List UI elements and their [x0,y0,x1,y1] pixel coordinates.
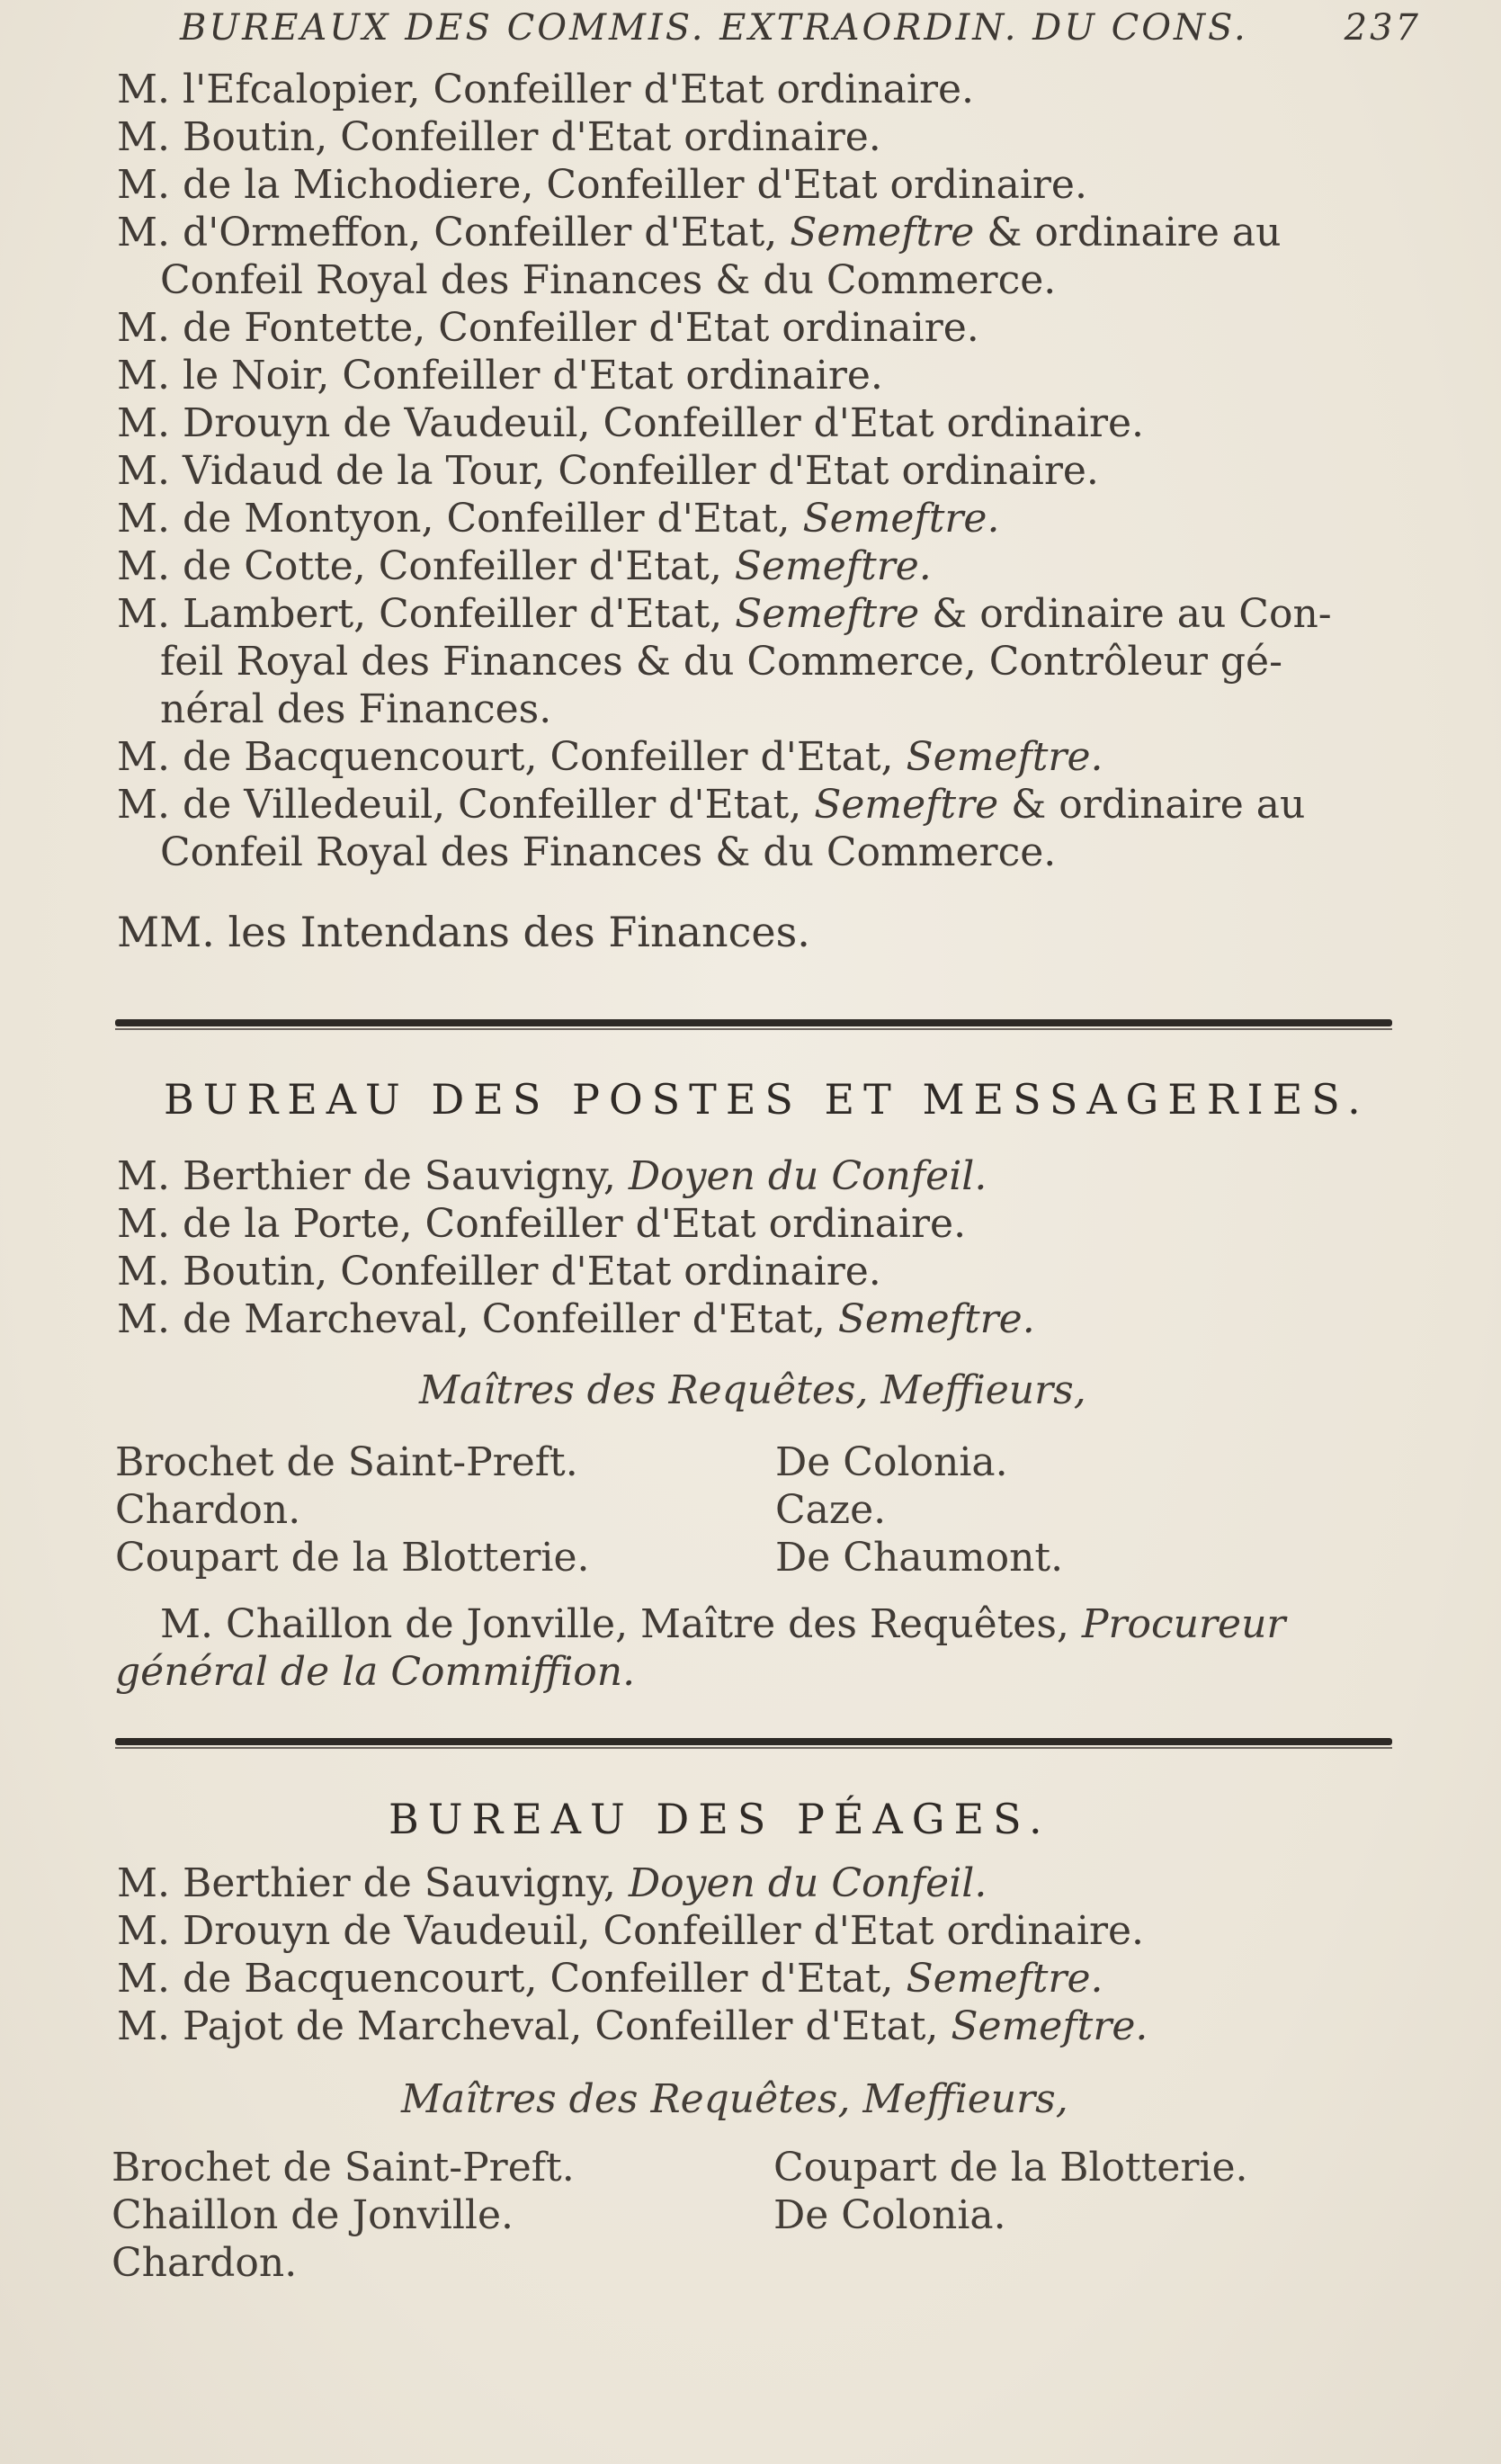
list-item: M. de la Michodiere, Confeiller d'Etat ordinaire. [117,162,1087,208]
list-item: M. Berthier de Sauvigny, Doyen du Confeil. [117,1860,987,1906]
maitres-heading: Maîtres des Requêtes, Meffieurs, [419,1367,1086,1413]
list-item: M. Berthier de Sauvigny, Doyen du Confeil. [117,1153,987,1199]
list-item-continuation: néral des Finances. [160,686,552,732]
list-item: M. Vidaud de la Tour, Confeiller d'Etat ordinaire. [117,448,1099,494]
list-item: M. le Noir, Confeiller d'Etat ordinaire. [117,353,883,399]
maitre-name: Chardon. [112,2240,298,2286]
maitre-name: Brochet de Saint-Preft. [115,1439,578,1485]
maitre-name: De Colonia. [773,2192,1006,2238]
section-heading-peages: BUREAU DES PÉAGES. [389,1795,1051,1843]
maitre-name: Chaillon de Jonville. [112,2192,514,2238]
running-head [180,7,1421,49]
list-item: M. de Marcheval, Confeiller d'Etat, Semeftre. [117,1296,1035,1342]
list-item: M. de Cotte, Confeiller d'Etat, Semeftre. [117,543,932,589]
list-item-continuation: Confeil Royal des Finances & du Commerce. [160,257,1057,303]
maitre-name: Coupart de la Blotterie. [773,2145,1248,2191]
list-item-continuation: feil Royal des Finances & du Commerce, Contrôleur gé- [160,639,1282,685]
maitre-name: De Colonia. [775,1439,1008,1485]
list-item: M. Pajot de Marcheval, Confeiller d'Etat, Semeftre. [117,2003,1148,2049]
list-item: M. de la Porte, Confeiller d'Etat ordinaire. [117,1201,967,1247]
maitre-name: Brochet de Saint-Preft. [112,2145,575,2191]
list-item: M. Drouyn de Vaudeuil, Confeiller d'Etat ordinaire. [117,400,1145,446]
list-item: M. de Fontette, Confeiller d'Etat ordinaire. [117,305,979,351]
section-heading-postes: BUREAU DES POSTES ET MESSAGERIES. [164,1075,1370,1124]
list-item: M. d'Ormeffon, Confeiller d'Etat, Semeftre & ordinaire au [117,210,1282,255]
list-item-continuation: Confeil Royal des Finances & du Commerce. [160,829,1057,875]
maitre-name: Chardon. [115,1487,301,1533]
maitre-name: Caze. [775,1487,887,1533]
procureur-line: M. Chaillon de Jonville, Maître des Requêtes, Procureur [160,1601,1286,1647]
procureur-continuation: général de la Commiffion. [115,1649,636,1695]
list-item: M. Drouyn de Vaudeuil, Confeiller d'Etat ordinaire. [117,1908,1145,1954]
intendans-line: MM. les Intendans des Finances. [117,908,810,956]
list-item: M. de Villedeuil, Confeiller d'Etat, Semeftre & ordinaire au [117,782,1306,828]
list-item: M. Boutin, Confeiller d'Etat ordinaire. [117,1249,881,1295]
maitres-heading: Maîtres des Requêtes, Meffieurs, [401,2076,1068,2122]
section-divider [115,1738,1392,1745]
maitre-name: De Chaumont. [775,1535,1064,1581]
page-number: 237 [1344,7,1421,49]
list-item: M. Boutin, Confeiller d'Etat ordinaire. [117,114,881,160]
list-item: M. Lambert, Confeiller d'Etat, Semeftre & ordinaire au Con- [117,591,1332,637]
running-head-title: BUREAUX DES COMMIS. EXTRAORDIN. DU CONS. [180,7,1248,49]
section-divider [115,1019,1392,1026]
list-item: M. de Bacquencourt, Confeiller d'Etat, Semeftre. [117,1956,1103,2002]
maitre-name: Coupart de la Blotterie. [115,1535,590,1581]
list-item: M. l'Efcalopier, Confeiller d'Etat ordinaire. [117,67,975,112]
list-item: M. de Bacquencourt, Confeiller d'Etat, Semeftre. [117,734,1103,780]
list-item: M. de Montyon, Confeiller d'Etat, Semeftre. [117,496,1000,542]
